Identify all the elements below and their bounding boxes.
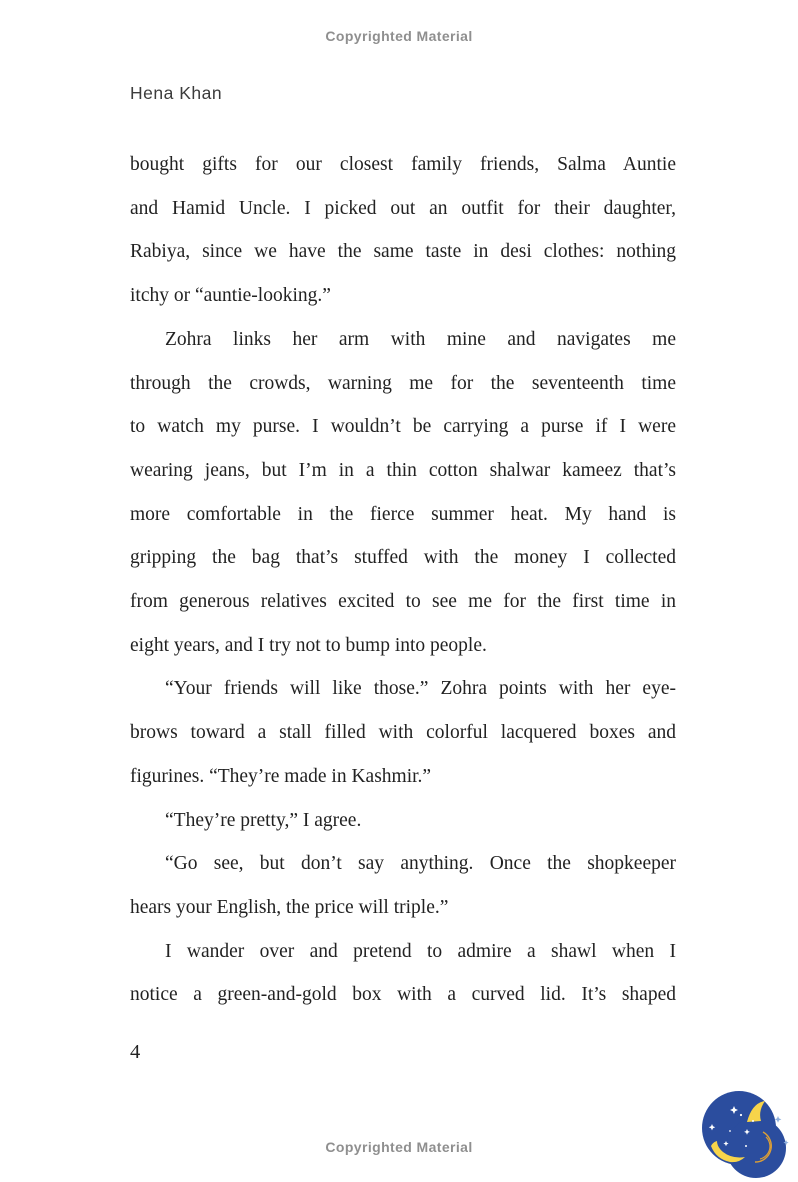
copyright-notice-bottom: Copyrighted Material [325, 1139, 473, 1155]
text-line: to watch my purse. I wouldn’t be carrying a purse if I were [130, 416, 676, 438]
paragraph [130, 799, 676, 843]
text-line: Zohra links her arm with mine and navigates me [165, 328, 676, 350]
paragraph [130, 318, 676, 668]
text-line: and Hamid Uncle. I picked out an outfit for their daughter, [130, 197, 676, 219]
text-line: figurines. “They’re made in Kashmir.” [130, 765, 432, 787]
paragraph [130, 842, 676, 929]
text-line: I wander over and pretend to admire a shawl when I [165, 940, 676, 962]
page-number: 4 [130, 1041, 141, 1063]
text-line: gripping the bag that’s stuffed with the money I collected [130, 547, 676, 569]
text-line: brows toward a stall filled with colorful lacquered boxes and [130, 722, 676, 744]
text-line: wearing jeans, but I’m in a thin cotton shalwar kameez that’s [130, 459, 676, 481]
text-line: “They’re pretty,” I agree. [165, 809, 362, 831]
text-line: bought gifts for our closest family friends, Salma Auntie [130, 154, 676, 175]
text-line: eight years, and I try not to bump into people. [130, 634, 487, 656]
text-line: through the crowds, warning me for the seventeenth time [130, 372, 676, 394]
text-line: Rabiya, since we have the same taste in desi clothes: nothing [130, 241, 676, 263]
text-line: “Your friends will like those.” Zohra points with her eye- [165, 678, 676, 700]
text-line: hears your English, the price will triple.” [130, 896, 449, 918]
publisher-logo [699, 1086, 795, 1182]
paragraph [130, 143, 676, 318]
body-text [130, 143, 676, 1017]
text-line: notice a green-and-gold box with a curved lid. It’s shaped [130, 984, 676, 1006]
paragraph [130, 667, 676, 798]
copyright-notice-top: Copyrighted Material [325, 28, 473, 44]
paragraph [130, 930, 676, 1017]
author-header: Hena Khan [130, 83, 223, 103]
text-line: from generous relatives excited to see me for the first time in [130, 591, 676, 613]
text-line: itchy or “auntie-looking.” [130, 285, 331, 307]
text-line: “Go see, but don’t say anything. Once the shopkeeper [165, 853, 676, 875]
text-line: more comfortable in the fierce summer heat. My hand is [130, 503, 676, 525]
crescent-moons-stars-icon [699, 1086, 795, 1182]
